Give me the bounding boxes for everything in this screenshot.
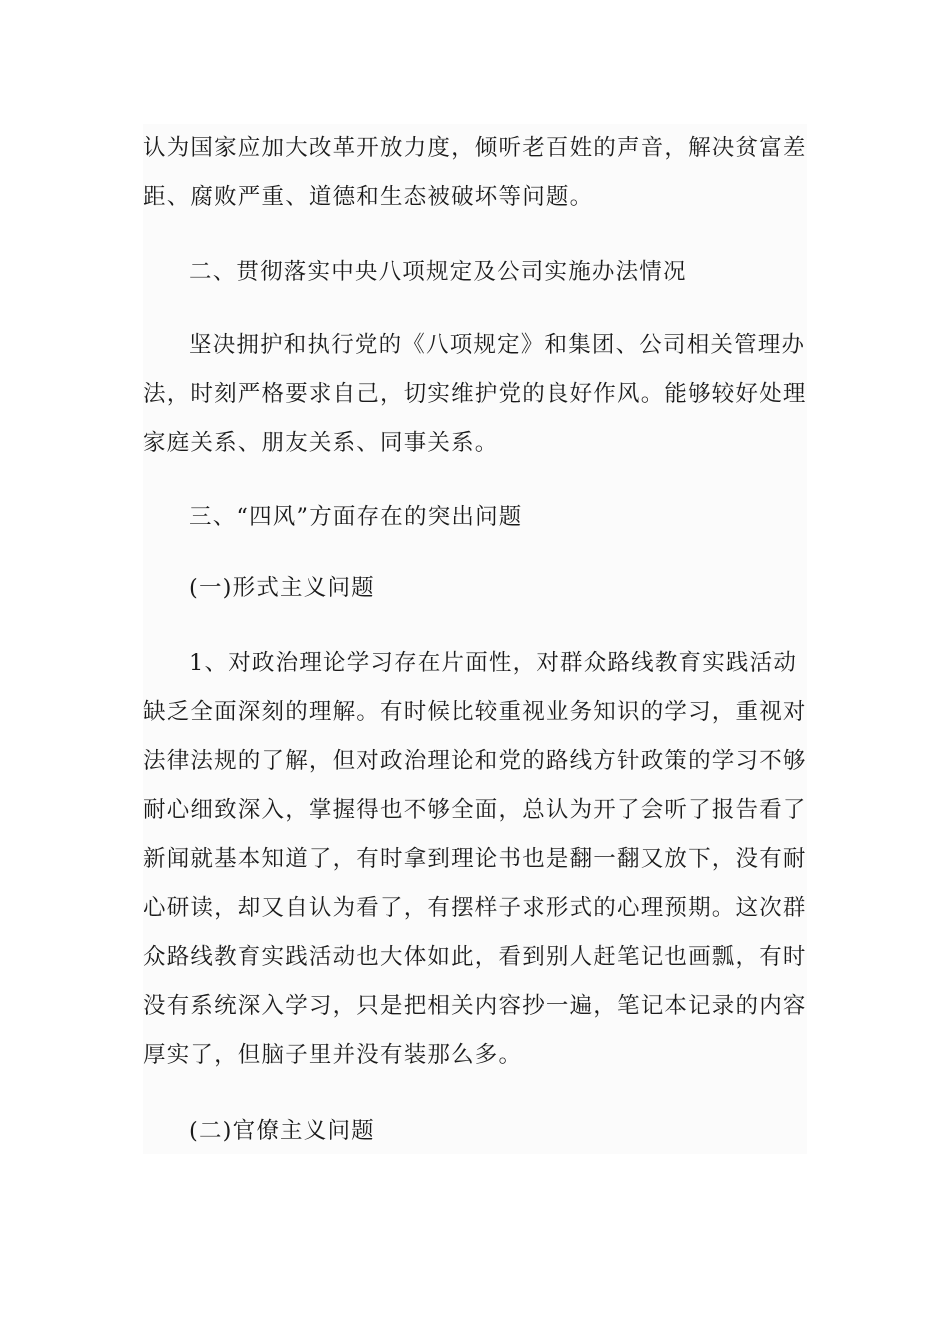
subsection-heading-bureaucratism: (二)官僚主义问题 xyxy=(189,1118,375,1144)
paragraph-formalism-item-1: 1、对政治理论学习存在片面性，对群众路线教育实践活动缺乏全面深刻的理解。有时候比较重视业务知识的学习，重视对法律法规的了解，但对政治理论和党的路线方针政策的学习不够耐心细致深入，掌握得也不够全面，总认为开了会听了报告看了新闻就基本知道了，有时拿到理论书也是翻一翻又放下，没有耐心研读，却又自认为看了，有摆样子求形式的心理预期。这次群众路线教育实践活动也大体如此，看到别人赶笔记也画瓢，有时没有系统深入学习，只是把相关内容抄一遍，笔记本记录的内容厚实了，但脑子里并没有装那么多。 xyxy=(143,650,807,1068)
paragraph-eight-rules: 坚决拥护和执行党的《八项规定》和集团、公司相关管理办法，时刻严格要求自己，切实维护党的良好作风。能够较好处理家庭关系、朋友关系、同事关系。 xyxy=(143,332,807,456)
paragraph-continuation: 认为国家应加大改革开放力度，倾听老百姓的声音，解决贫富差距、腐败严重、道德和生态被破坏等问题。 xyxy=(143,135,807,210)
section-heading-2: 二、贯彻落实中央八项规定及公司实施办法情况 xyxy=(189,259,687,285)
subsection-heading-formalism: (一)形式主义问题 xyxy=(189,575,375,601)
section-heading-3: 三、“四风”方面存在的突出问题 xyxy=(189,504,523,530)
document-body xyxy=(143,124,807,1154)
